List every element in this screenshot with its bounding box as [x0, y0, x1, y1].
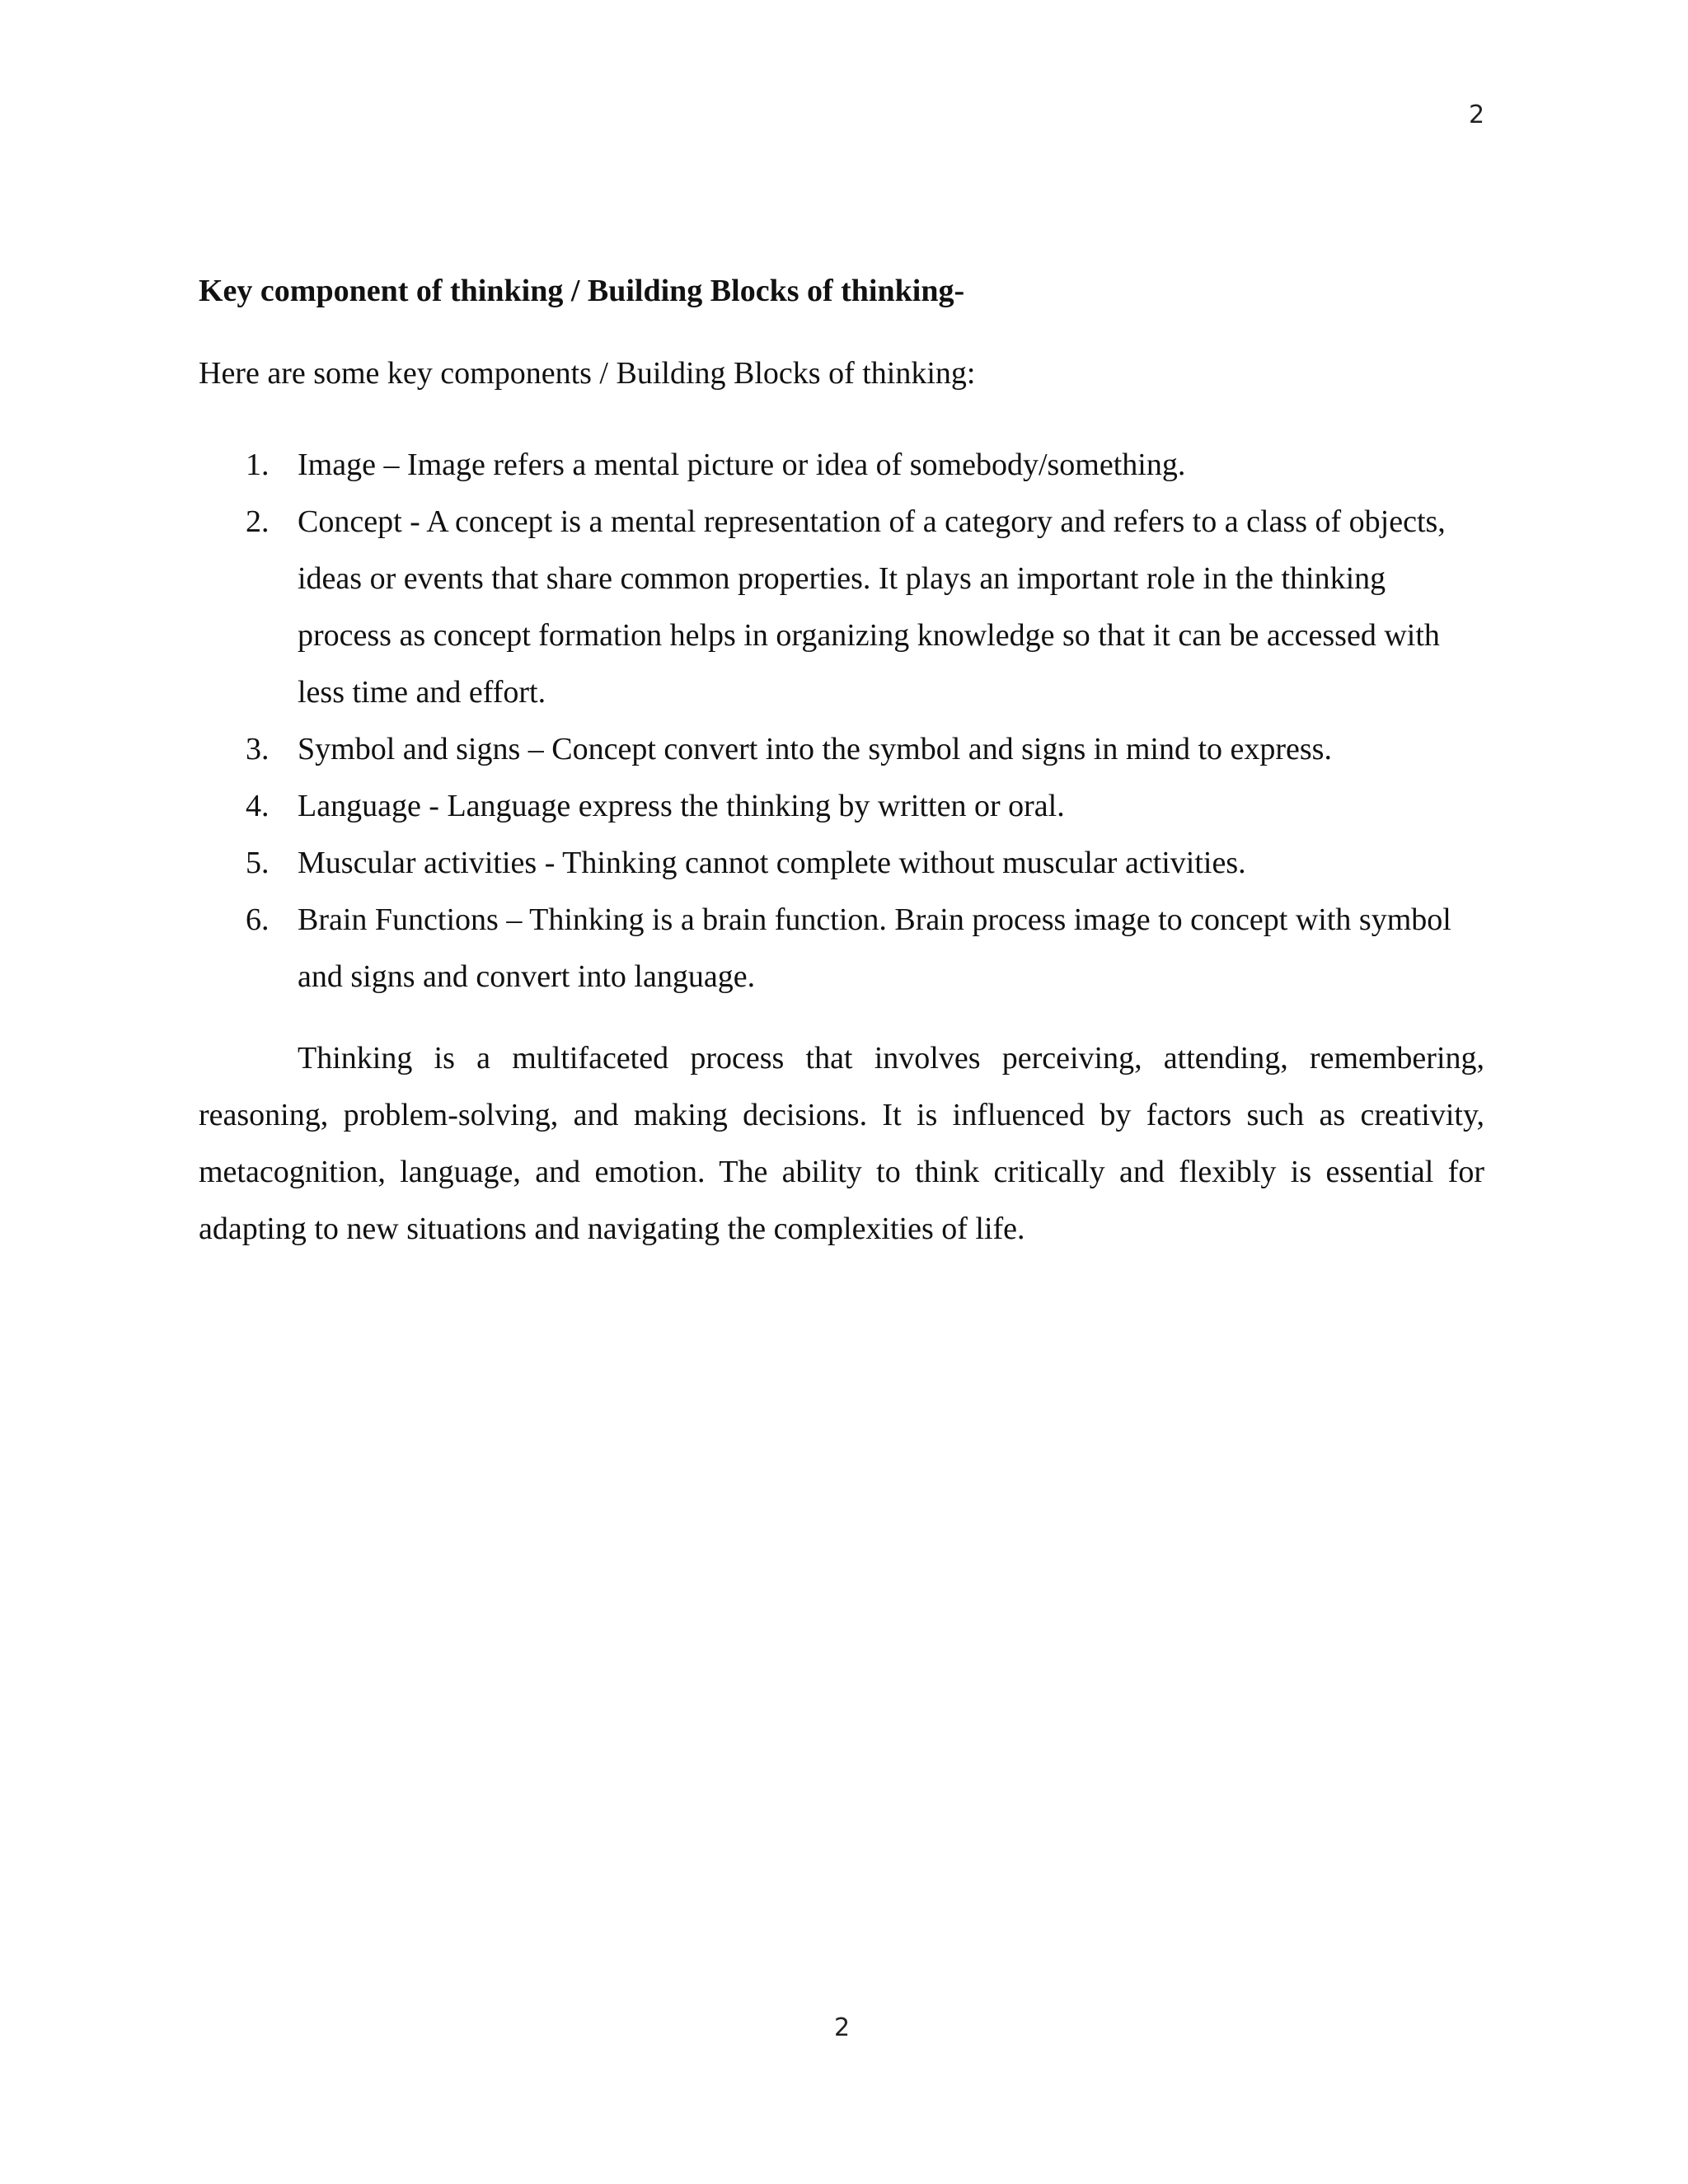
header-page-number: 2	[1469, 101, 1485, 129]
list-item	[199, 494, 1484, 721]
list-item-number: 6.	[246, 902, 270, 937]
list-item-number: 3.	[246, 732, 270, 766]
list-item-text: Muscular activities - Thinking cannot complete without muscular activities.	[298, 846, 1246, 880]
intro-text: Here are some key components / Building Blocks of thinking:	[199, 356, 976, 391]
list-item	[199, 892, 1484, 1005]
list-item-text: Language - Language express the thinking by written or oral.	[298, 789, 1065, 823]
list-item	[199, 437, 1484, 494]
body-paragraph: Thinking is a multifaceted process that involves perceiving, attending, remembering, reasoning, problem-solving, and making decisions. It is influenced by factors such as creativity, metacognition, language, and emotion. The ability to think critically and flexibly is essential for adapting to new situations and navigating the complexities of life.	[199, 1041, 1484, 1246]
components-list	[199, 437, 1484, 1005]
list-item-text: Image – Image refers a mental picture or idea of somebody/something.	[298, 448, 1186, 482]
list-item	[199, 721, 1484, 778]
list-item-number: 5.	[246, 846, 270, 880]
list-item-number: 1.	[246, 448, 270, 482]
list-item-text: Brain Functions – Thinking is a brain function. Brain process image to concept with symbol and signs and convert into language.	[298, 902, 1451, 994]
list-item	[199, 835, 1484, 892]
footer-page-number: 2	[834, 2013, 851, 2042]
list-item-number: 4.	[246, 789, 270, 823]
list-item-text: Concept - A concept is a mental representation of a category and refers to a class of objects, ideas or events that share common properties. It plays an important role in the thinking process as concept formation helps in organizing knowledge so that it can be accessed with less time and effort.	[298, 504, 1446, 710]
list-item-text: Symbol and signs – Concept convert into the symbol and signs in mind to express.	[298, 732, 1332, 766]
list-item-number: 2.	[246, 504, 270, 539]
section-heading: Key component of thinking / Building Blocks of thinking-	[199, 274, 965, 308]
list-item	[199, 778, 1484, 835]
